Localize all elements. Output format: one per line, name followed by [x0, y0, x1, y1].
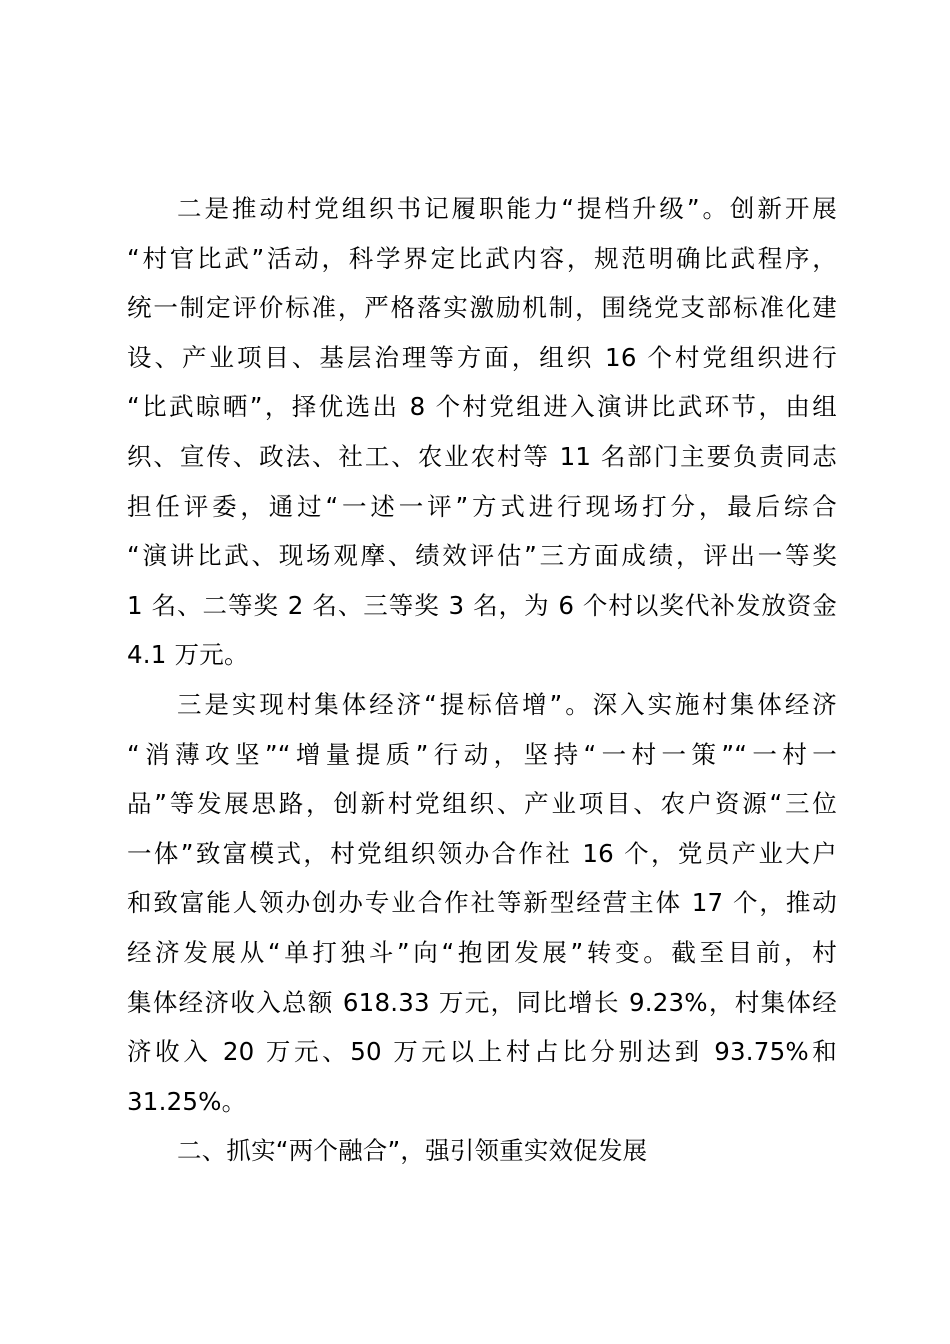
paragraph-collective-economy [127, 680, 837, 1126]
text-line: “消薄攻坚”“增量提质”行动，坚持“一村一策”“一村一 [127, 739, 837, 769]
text-line: 一体”致富模式，村党组织领办合作社 16 个，党员产业大户 [127, 838, 837, 868]
text-line: 31.25%。 [127, 1086, 247, 1116]
text-line: “村官比武”活动，科学界定比武内容，规范明确比武程序， [127, 243, 837, 273]
document-body [127, 184, 837, 1176]
text-line: 统一制定评价标准，严格落实激励机制，围绕党支部标准化建 [127, 293, 837, 323]
text-line: 经济发展从“单打独斗”向“抱团发展”转变。截至目前，村 [127, 937, 837, 967]
text-line: 二是推动村党组织书记履职能力“提档升级”。创新开展 [177, 194, 837, 223]
text-line: “比武晾晒”，择优选出 8 个村党组进入演讲比武环节，由组 [127, 392, 837, 422]
text-line: 设、产业项目、基层治理等方面，组织 16 个村党组织进行 [127, 342, 837, 372]
text-line: 济收入 20 万元、50 万元以上村占比分别达到 93.75%和 [127, 1037, 837, 1067]
text-line: 4.1 万元。 [127, 640, 249, 670]
section-heading [127, 1126, 837, 1176]
text-line: “演讲比武、现场观摩、绩效评估”三方面成绩，评出一等奖 [127, 541, 837, 571]
text-line: 和致富能人领办创办专业合作社等新型经营主体 17 个，推动 [127, 888, 837, 918]
text-line: 1 名、二等奖 2 名、三等奖 3 名，为 6 个村以奖代补发放资金 [127, 590, 837, 620]
text-line: 三是实现村集体经济“提标倍增”。深入实施村集体经济 [177, 689, 837, 719]
text-line: 担任评委，通过“一述一评”方式进行现场打分，最后综合 [127, 491, 837, 521]
paragraph-village-secretary-competition [127, 184, 837, 680]
text-line: 品”等发展思路，创新村党组织、产业项目、农户资源“三位 [127, 789, 837, 819]
text-line: 织、宣传、政法、社工、农业农村等 11 名部门主要负责同志 [127, 441, 837, 471]
text-line: 集体经济收入总额 618.33 万元，同比增长 9.23%，村集体经 [127, 987, 837, 1017]
heading-line: 二、抓实“两个融合”，强引领重实效促发展 [177, 1136, 648, 1166]
